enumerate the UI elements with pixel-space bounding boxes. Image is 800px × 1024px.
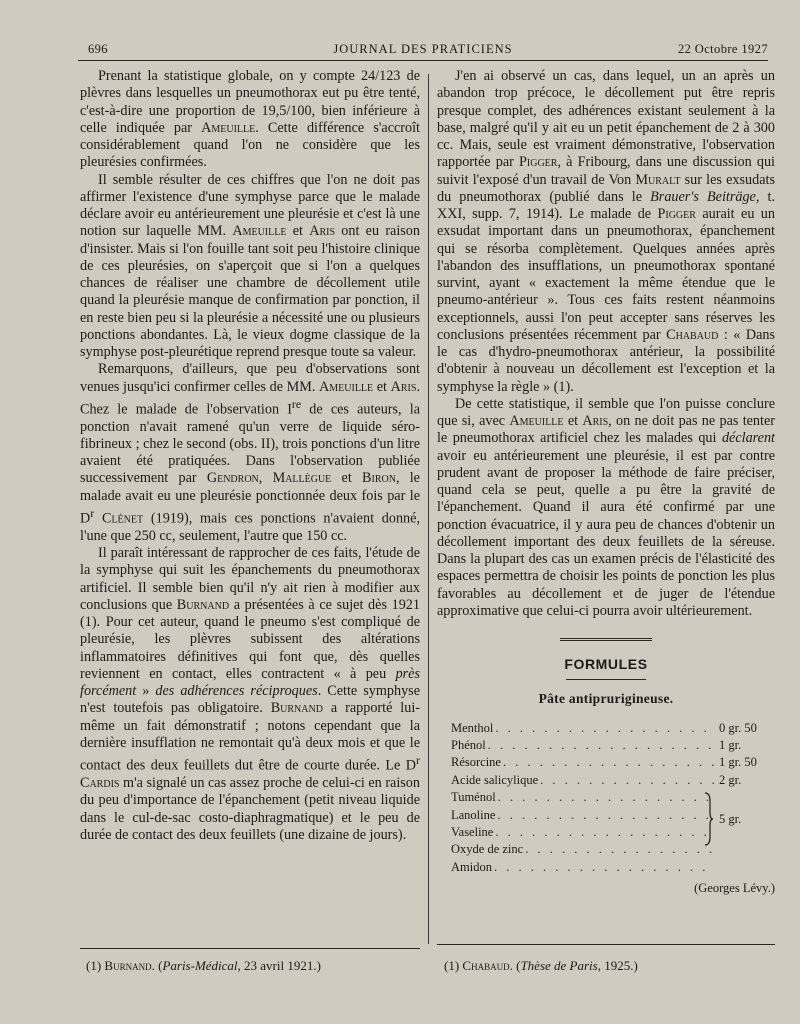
ingredient-row: Tuménol . . . (437, 789, 775, 806)
formula-signature: (Georges Lévy.) (694, 881, 775, 896)
ingredient-list (437, 720, 775, 898)
column-divider (428, 74, 429, 944)
ingredient-row: Lanoline . . . (437, 807, 775, 824)
footnote-left: (1) Burnand. (Paris-Médical, 23 avril 1921.) (86, 958, 321, 973)
brace-quantity: 5 gr. (719, 811, 742, 826)
paragraph: J'en ai observé un cas, dans lequel, un an après un abandon trop précoce, le décollement put être repris presque complet, des adhérences existant seulement à la base, malgré qu'il y ait eu un petit épanchement de 2 à 300 cc. Mais, seule est vraiment démonstrative, l'observation rapportée par Pigger, à Fribourg, dans une discussion qui suivit l'exposé d'un travail de Von Muralt sur les exsudats du pneumothorax (publié dans le Brauer's Beiträge, t. XXI, supp. 7, 1914). Le malade de Pigger aurait eu un exsudat important dans un pneumothorax, épanchement qui se résorba complètement. Quelques années après l'abandon des insufflations, un pneumothorax spontané survint, ayant « exactement la même étendue que le pneumo-antérieur ». Tous ces faits restent néanmoins exceptionnels, aussi l'on peut accepter sans réserves les conclusions présentées récemment par Chabaud : « Dans le cas d'hydro-pneumothorax antérieur, la possibilité d'obtenir à nouveau un décollement est l'exception et la symphyse la règle » (1). (437, 68, 775, 395)
header-rule (78, 60, 768, 61)
formulas-title: FORMULES (564, 656, 648, 672)
ingredient-row: Oxyde de zinc . . . (437, 841, 775, 858)
ingredient-row: Acide salicylique . . . 2 gr. (437, 772, 775, 789)
ingredient-row: Vaseline . . . (437, 824, 775, 841)
page-number: 696 (88, 42, 108, 56)
right-column (437, 68, 775, 898)
issue-date: 22 Octobre 1927 (677, 42, 768, 56)
brace-glyph (703, 791, 713, 847)
left-column (80, 68, 420, 844)
paragraph: Prenant la statistique globale, on y compte 24/123 de plèvres dans lesquelles un pneumothorax eut pu être tenté, c'est-à-dire une proportion de 19,5/100, bien inférieure à celle indiquée par Ameuille. Cette différence s'accroît considérablement quand l'on ne considère que les pleurésies confirmées. (80, 68, 420, 171)
paragraph: De cette statistique, il semble que l'on puisse conclure que si, avec Ameuille et Aris, on ne doit pas ne pas tenter le pneumothorax artificiel chez les malades qui déclarent avoir eu antérieurement une pleurésie, il est par contre prudent avant de proposer la méthode de faire préciser, quand cela se peut, quelle a pu être la gravité de l'épanchement. Quand il aura été confirmé par une ponction évacuatrice, il y aura peu de chances d'obtenir un décollement important des deux feuillets de la séreuse. Dans la plupart des cas un examen précis de l'élasticité des espaces permettra de choisir les points de ponction les plus favorables au décollement et de juger de l'étendue approximative que celui-ci pourra avoir ultérieurement. (437, 395, 775, 619)
journal-title: JOURNAL DES PRATICIENS (333, 42, 513, 56)
footnote-rule-left (80, 948, 420, 949)
ingredient-row: Phénol . . . 1 gr. (437, 737, 775, 754)
page-header (78, 40, 768, 62)
footnote-right: (1) Chabaud. (Thèse de Paris, 1925.) (444, 958, 638, 973)
footnote-rule-right (437, 944, 775, 945)
formulas-title-rule (566, 679, 646, 680)
paragraph: Il semble résulter de ces chiffres que l'on ne doit pas affirmer l'existence d'une symphyse parce que le malade déclare avoir eu antérieurement une pleurésie et c'est là une notion sur laquelle MM. Ameuille et Aris ont eu raison d'insister. Mais si l'on fouille tant soit peu l'histoire clinique de ces pleurésies, on s'aperçoit que si l'on a quelques chances de réaliser une chambre de décollement utile quand la pleurésie manque de confirmation par ponction, il en reste bien peu si la pleurésie a nécessité une ou plusieurs ponctions abondantes. Là, le vieux dogme classique de la symphyse post-pleurétique reprend presque toute sa valeur. (80, 171, 420, 360)
ingredient-row: Menthol . . . 0 gr. 50 (437, 720, 775, 737)
paragraph: Il paraît intéressant de rapprocher de ces faits, l'étude de la symphyse qui suit les épanchements du pneumothorax artificiel. Il semble bien qu'il n'y ait rien à modifier aux conclusions que Burnand a présentées à ce sujet dès 1921 (1). Pour cet auteur, quand le pneumo s'est compliqué de pleurésie, les plèvres subissent des altérations inflammatoires définitives qui font que, dès quelles reviennent en contact, elles contractent « à peu près forcément » des adhérences réciproques. Cette symphyse n'est toutefois pas obligatoire. Burnand a rapporté lui-même un fait démonstratif ; notons cependant que la dernière insufflation ne remontait qu'à deux mois et que le contact des deux feuillets dut être de courte durée. Le $D^r$ Cardis m'a signalé un cas assez proche de celui-ci en raison du peu d'importance de l'épanchement (petit niveau liquide dans le cul-de-sac costo-diaphragmatique) et le peu de durée de contact des deux feuillets (une dizaine de jours). (80, 545, 421, 843)
paragraph: Remarquons, d'ailleurs, que peu d'observations sont venues jusqu'ici confirmer celles de MM. Ameuille et Aris. Chez le malade de l'observation Ire de ces auteurs, la ponction n'avait ramené qu'un verre de liquide séro-fibrineux ; chez le second (obs. II), trois ponctions d'un litre avaient été pratiquées. Dans l'observation publiée successivement par Gendron, Mallègue et Biron, le malade avait eu une pleurésie ponctionnée deux fois par le $D^r$ Clénet (1919), mais ces ponctions n'avaient donné, l'une que 250 cc, seulement, l'autre que 150 cc. (80, 361, 421, 544)
ingredient-row: Amidon . . . (437, 859, 775, 876)
section-ornament (560, 638, 652, 644)
formula-subtitle: Pâte antiprurigineuse. (538, 691, 674, 707)
ingredient-row: Résorcine . . . 1 gr. 50 (437, 754, 775, 771)
